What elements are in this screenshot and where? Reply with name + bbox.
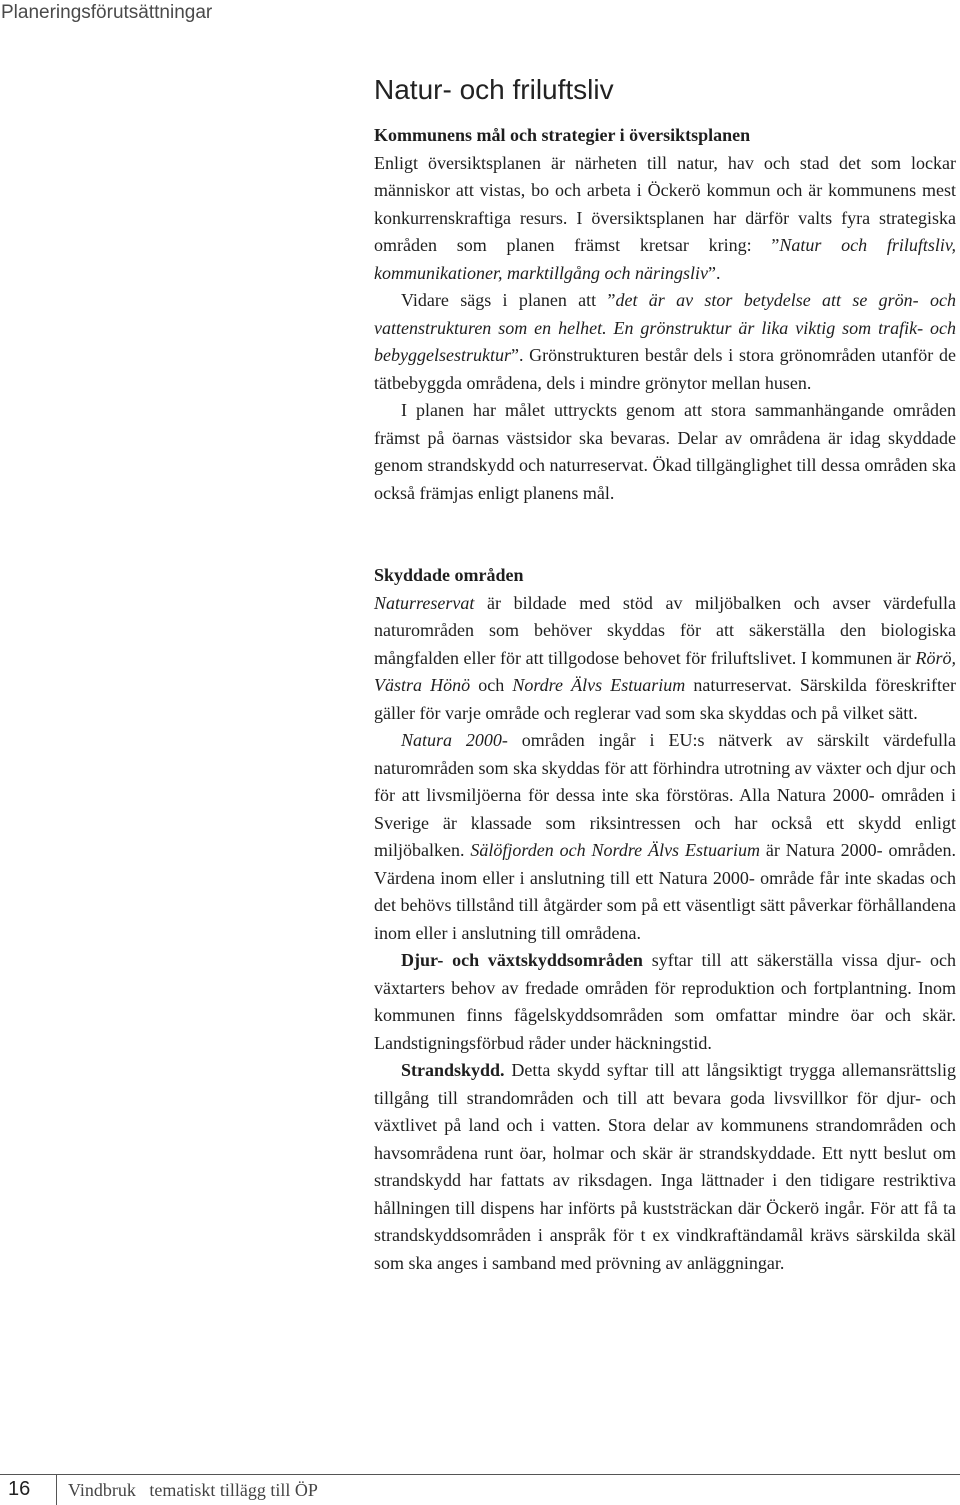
intro-section (374, 122, 956, 507)
protected-heading: Skyddade områden (374, 565, 524, 585)
footer-divider (56, 1474, 57, 1505)
intro-heading: Kommunens mål och strategier i översiktsplanen (374, 125, 751, 145)
intro-paragraph-2: Vidare sägs i planen att ”det är av stor betydelse att se grön- och vattenstrukturen som en helhet. En grönstruktur är lika viktig som trafik- och bebyggelsestruktur”. Grönstrukturen består dels i stora grönområden utanför de tätbebyggda områdena, dels i mindre grönytor mellan husen. (374, 290, 956, 393)
page-number: 16 (8, 1478, 31, 1500)
running-head: Planeringsförutsättningar (1, 2, 213, 23)
protected-paragraph-1: Naturreservat är bildade med stöd av miljöbalken och avser värdefulla naturområden som behöver skyddas för att säkerställa den biologiska mångfalden eller för att tillgodose behovet för friluftslivet. I kommunen är Rörö, Västra Hönö och Nordre Älvs Estuarium naturreservat. Särskilda föreskrifter gäller för varje område och reglerar vad som ska skyddas och på vilket sätt. (374, 592, 956, 723)
footer-doc-title: Vindbruk tematiskt tillägg till ÖP (68, 1480, 318, 1500)
protected-paragraph-3: Djur- och växtskyddsområden syftar till att säkerställa vissa djur- och växtarters behov av fredade områden för reproduktion och fortplantning. Inom kommunen finns fågelskyddsområden som omfattar mindre öar och skär. Landstigningsförbud råder under häckningstid. (374, 950, 957, 1053)
intro-paragraph-1: Enligt översiktsplanen är närheten till natur, hav och stad det som lockar människor att vistas, bo och arbeta i Öckerö kommun och är kommunens mest konkurrenskraftiga resurs. I översiktsplanen har därför valts fyra strategiska områden som planen främst kretsar kring: ”Natur och friluftsliv, kommunikationer, marktillgång och näringsliv”. (374, 152, 956, 283)
protected-section (374, 562, 956, 1277)
intro-paragraph-3: I planen har målet uttryckts genom att stora sammanhängande områden främst på öarnas västsidor ska bevaras. Delar av områdena är idag skyddade genom strandskydd och naturreservat. Ökad tillgänglighet till dessa områden ska också främjas enligt planens mål. (374, 400, 956, 503)
protected-paragraph-4: Strandskydd. Detta skydd syftar till att långsiktigt trygga allemansrättslig tillgång till strandområden och till att bevara goda livsvillkor för djur- och växtlivet på land och i vatten. Stora delar av kommunens strandområden och havsområdena runt öar, holmar och skär är strandskyddade. Ett nytt beslut om strandskydd har fattats av riksdagen. Inga lättnader i den tidigare restriktiva hållningen till dispens har införts på kuststräckan där Öckerö ingår. För att få ta strandskyddsområden i anspråk för t ex vindkraftändamål krävs särskilda skäl som ska anges i samband med prövning av anläggningar. (374, 1060, 956, 1273)
footer-rule (0, 1474, 960, 1475)
section-title: Natur- och friluftsliv (374, 74, 614, 105)
protected-paragraph-2: Natura 2000- områden ingår i EU:s nätverk av särskilt värdefulla naturområden som ska skyddas för att förhindra utrotning av växter och djur och för att livsmiljöerna för dessa inte ska förstöras. Alla Natura 2000- områden i Sverige är klassade som riksintressen och har också ett skydd enligt miljöbalken. Sälöfjorden och Nordre Älvs Estuarium är Natura 2000- områden. Värdena inom eller i anslutning till ett Natura 2000- område får inte skadas och det behövs tillstånd till åtgärder som på ett väsentligt sätt påverkar förhållandena inom eller i anslutning till områdena. (374, 730, 957, 943)
